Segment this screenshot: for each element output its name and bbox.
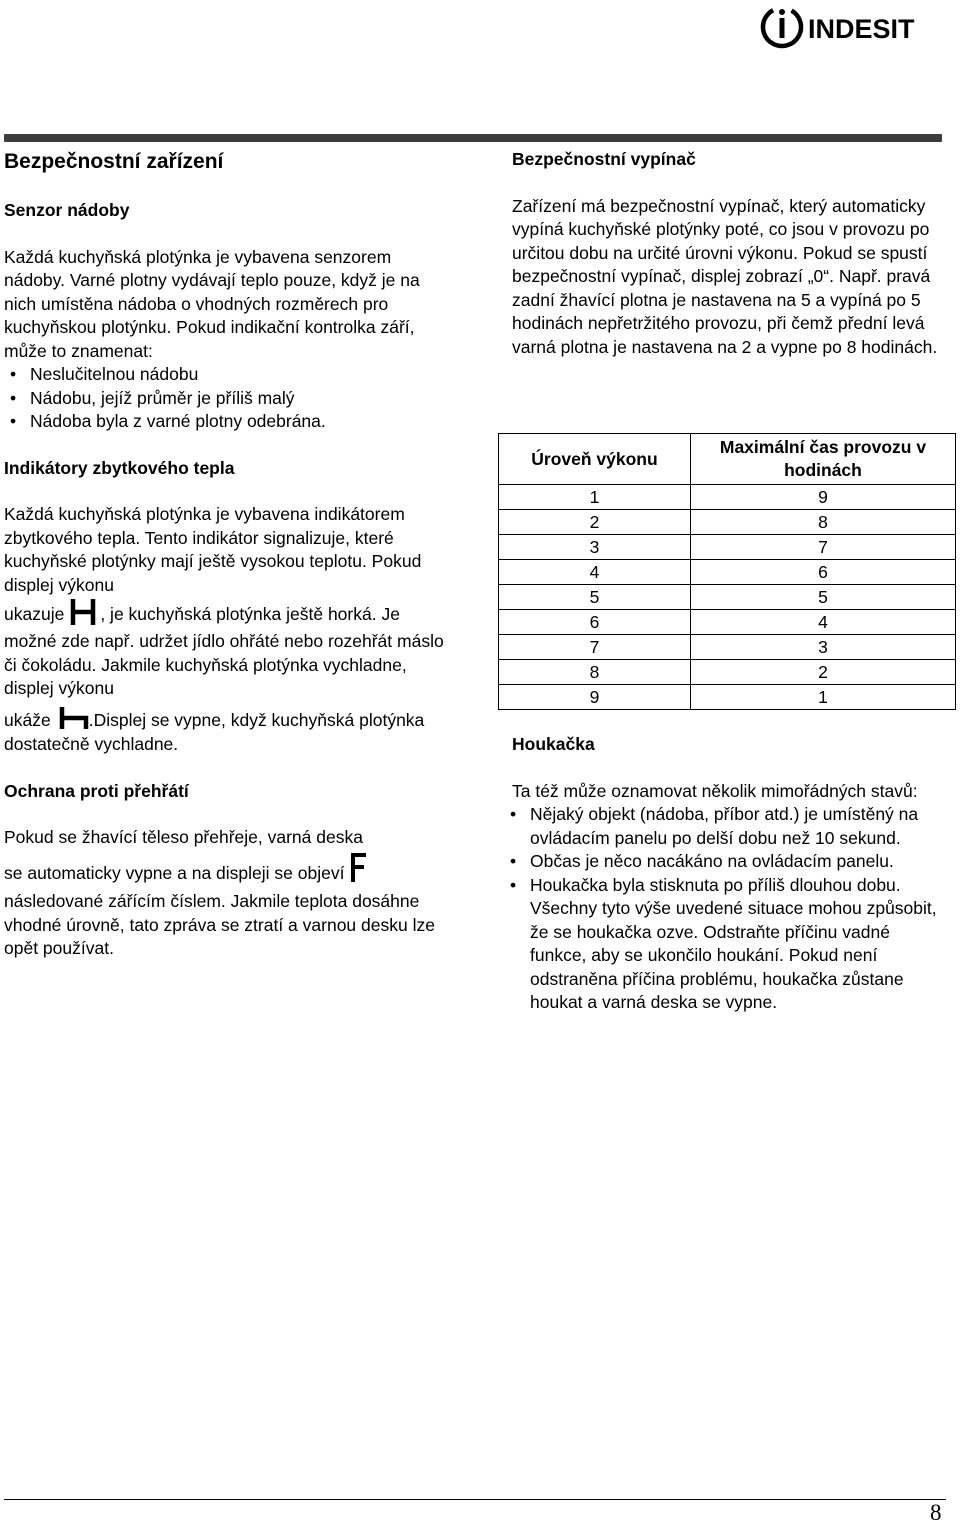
power-time-table: [498, 433, 956, 710]
table-row: [499, 510, 956, 535]
table-header-time: Maximální čas provozu v hodinách: [690, 434, 955, 485]
table-cell: 3: [499, 535, 691, 560]
overheat-text-2: se automaticky vypne a na displeji se objeví: [4, 862, 345, 883]
alarm-intro: Ta též může oznamovat několik mimořádných stavů:: [512, 780, 918, 801]
alarm-bullet-list: [512, 803, 942, 1015]
list-item: • Houkačka byla stisknuta po příliš dlouhou dobu. Všechny tyto výše uvedené situace mohou způsobit, že se houkačka ozve. Odstraňte příčinu vadné funkce, aby se ukončilo houkání. Pokud není odstraněna příčina problému, houkačka zůstane houkat a varná deska se vypne.: [530, 874, 942, 1015]
table-cell: 6: [499, 610, 691, 635]
table-cell: 9: [499, 685, 691, 710]
overheat-text-3: následované zářícím číslem. Jakmile teplota dosáhne vhodné úrovně, tato zpráva se ztratí a varnou desku lze opět používat.: [4, 891, 435, 959]
table-cell: 5: [499, 585, 691, 610]
table-cell: 5: [690, 585, 955, 610]
list-item: • Nějaký objekt (nádoba, příbor atd.) je umístěný na ovládacím panelu po delší dobu než 10 sekund.: [530, 803, 942, 850]
footer-rule: [4, 1499, 946, 1500]
table-cell: 3: [690, 635, 955, 660]
table-cell: 2: [499, 510, 691, 535]
page-title: Bezpečnostní zařízení: [4, 150, 224, 173]
table-cell: 6: [690, 560, 955, 585]
table-cell: 8: [690, 510, 955, 535]
list-item: • Neslučitelnou nádobu: [30, 363, 444, 387]
table-row: [499, 560, 956, 585]
table-cell: 1: [690, 685, 955, 710]
safety-switch-heading: Bezpečnostní vypínač: [512, 149, 696, 169]
top-rule: [4, 134, 942, 142]
table-row: [499, 610, 956, 635]
residual-text-2: ukazuje: [4, 604, 65, 624]
right-column: [512, 148, 942, 359]
table-row: [499, 535, 956, 560]
overheat-heading: Ochrana proti přehřátí: [4, 780, 189, 801]
table-row: [499, 635, 956, 660]
residual-text-5: .Displej se vypne, když kuchyňská plotýnka dostatečně vychladne.: [4, 709, 425, 755]
list-item: • Nádoba byla z varné plotny odebrána.: [30, 410, 444, 434]
display-f-icon: [350, 852, 368, 884]
residual-text-3: , je kuchyňská plotýnka ještě horká. Je možné zde např. udržet jídlo ohřáté nebo rozehřát máslo či čokoládu. Jakmile kuchyňská plotýnka vychladne, displej výkonu: [4, 604, 444, 699]
list-item: • Nádobu, jejíž průměr je příliš malý: [30, 387, 444, 411]
table-cell: 8: [499, 660, 691, 685]
sensor-bullet-list: [4, 363, 444, 434]
table-cell: 4: [690, 610, 955, 635]
overheat-text-1: Pokud se žhavící těleso přehřeje, varná deska: [4, 827, 363, 848]
sensor-paragraph: Každá kuchyňská plotýnka je vybavena senzorem nádoby. Varné plotny vydávají teplo pouze, když je na nich umístěna nádoba o vhodných rozměrech pro kuchyňskou plotýnku. Pokud indikační kontrolka září, může to znamenat:: [4, 246, 420, 361]
display-h-icon: [70, 597, 96, 627]
page-number: 8: [930, 1500, 942, 1525]
residual-text-4: ukáže: [4, 709, 51, 730]
table-header-row: [499, 434, 956, 485]
list-item: • Občas je něco nacákáno na ovládacím panelu.: [530, 850, 942, 874]
left-column: [4, 148, 444, 961]
table-cell: 1: [499, 485, 691, 510]
table-row: [499, 585, 956, 610]
safety-switch-paragraph: Zařízení má bezpečnostní vypínač, který automaticky vypíná kuchyňské plotýnky poté, co jsou v provozu po určitou dobu na určité úrovni výkonu. Pokud se spustí bezpečnostní vypínač, displej zobrazí „0“. Např. pravá zadní žhavící plotna je nastavena na 5 a vypíná po 5 hodinách nepřetržitého provozu, při čemž přední levá varná plotna je nastavena na 2 a vypne po 8 hodinách.: [512, 195, 938, 357]
table-cell: 7: [499, 635, 691, 660]
sensor-heading: Senzor nádoby: [4, 200, 130, 220]
table-cell: 7: [690, 535, 955, 560]
indesit-logo: [760, 2, 945, 54]
display-low-heat-icon: [59, 706, 89, 730]
table-row: [499, 660, 956, 685]
table-header-level: Úroveň výkonu: [499, 434, 691, 485]
table-row: [499, 685, 956, 710]
table-cell: 2: [690, 660, 955, 685]
alarm-section: [512, 733, 942, 1015]
residual-text-1: Každá kuchyňská plotýnka je vybavena indikátorem zbytkového tepla. Tento indikátor signalizuje, které kuchyňské plotýnky mají ještě vysokou teplotu. Pokud displej výkonu: [4, 504, 422, 595]
logo-wordmark: INDESIT: [808, 14, 915, 44]
overheat-paragraph: [4, 826, 444, 960]
table-row: [499, 485, 956, 510]
residual-heat-paragraph: [4, 503, 444, 757]
alarm-heading: Houkačka: [512, 734, 595, 754]
table-cell: 4: [499, 560, 691, 585]
table-cell: 9: [690, 485, 955, 510]
residual-heat-heading: Indikátory zbytkového tepla: [4, 457, 235, 478]
